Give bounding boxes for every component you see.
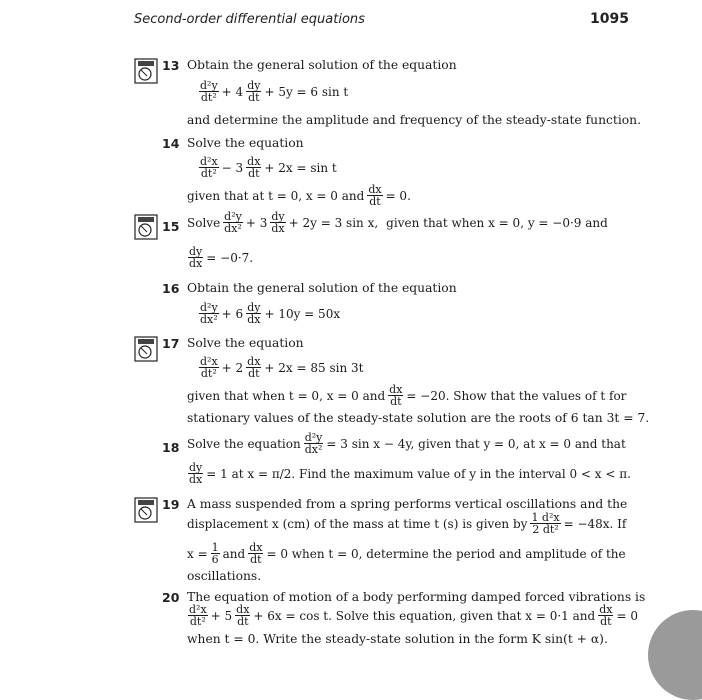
computer-icon (134, 497, 158, 523)
problem-number: 20 (162, 590, 180, 605)
page-number: 1095 (590, 11, 629, 27)
problem-text: Solve the equation (187, 336, 304, 350)
problem-text: Obtain the general solution of the equation (187, 281, 457, 295)
problem-text: Solve the equation $\frac{\text{d²y}}{\text{dx²}}$ = 3 sin x − 4y, given that y = 0, at x = 0 and that (187, 431, 626, 456)
problem-text: The equation of motion of a body performing damped forced vibrations is (187, 590, 646, 604)
problem-text: given that at t = 0, x = 0 and $\frac{dx}{dt}$ = 0. (187, 183, 411, 208)
equation: $\frac{\text{d²x}}{\text{dt²}}$ + 2 $\frac{dx}{dt}$ + 2x = 85 sin 3t (200, 355, 364, 380)
problem-number: 16 (162, 281, 180, 296)
problem-number: 15 (162, 219, 180, 234)
equation: $\frac{\text{d²x}}{\text{dt²}}$ − 3 $\frac{dx}{dt}$ + 2x = sin t (200, 155, 337, 180)
problem-text: stationary values of the steady-state solution are the roots of 6 tan 3t = 7. (187, 411, 650, 425)
problem-number: 17 (162, 336, 180, 351)
computer-icon (134, 336, 158, 362)
problem-text: when t = 0. Write the steady-state solution in the form K sin(t + α). (187, 632, 608, 646)
page-corner-decoration (648, 610, 702, 700)
equation: $\frac{\text{d²y}}{\text{dt²}}$ + 4 $\frac{dy}{dt}$ + 5y = 6 sin t (200, 79, 349, 104)
problem-number: 14 (162, 136, 180, 151)
problem-text: displacement x (cm) of the mass at time t (s) is given by $\frac{\text{1 d²x}}{\text{2 dt²}}$ = −48x. If (187, 511, 627, 536)
problem-text: given that when t = 0, x = 0 and $\frac{dx}{dt}$ = −20. Show that the values of t for (187, 383, 627, 408)
problem-text: Solve $\frac{\text{d²y}}{\text{dx²}}$ + 3 $\frac{dy}{dx}$ + 2y = 3 sin x, given that when x = 0, y = −0·9 and (187, 210, 608, 235)
problem-text: $\frac{dy}{dx}$ = −0·7. (189, 245, 254, 270)
problem-text: x = $\frac{1}{6}$ and $\frac{dx}{dt}$ = 0 when t = 0, determine the period and amplitude of the (187, 541, 626, 566)
problem-text: and determine the amplitude and frequency of the steady-state function. (187, 113, 641, 127)
computer-icon (134, 214, 158, 240)
problem-text: $\frac{dy}{dx}$ = 1 at x = π/2. Find the maximum value of y in the interval 0 < x < π. (189, 461, 631, 486)
equation: $\frac{\text{d²y}}{\text{dx²}}$ + 6 $\frac{dy}{dx}$ + 10y = 50x (200, 301, 341, 326)
problem-text: oscillations. (187, 569, 262, 583)
problem-number: 13 (162, 58, 180, 73)
problem-text: Obtain the general solution of the equation (187, 58, 457, 72)
problem-number: 19 (162, 497, 180, 512)
problem-text: Solve the equation (187, 136, 304, 150)
problem-number: 18 (162, 440, 180, 455)
computer-icon (134, 58, 158, 84)
running-header: Second-order differential equations (134, 12, 365, 27)
problem-text: $\frac{\text{d²x}}{\text{dt²}}$ + 5 $\frac{dx}{dt}$ + 6x = cos t. Solve this equation, given that x = 0·1 and $\frac{dx}{dt}$ = 0 (189, 603, 638, 628)
problem-text: A mass suspended from a spring performs vertical oscillations and the (187, 497, 628, 511)
